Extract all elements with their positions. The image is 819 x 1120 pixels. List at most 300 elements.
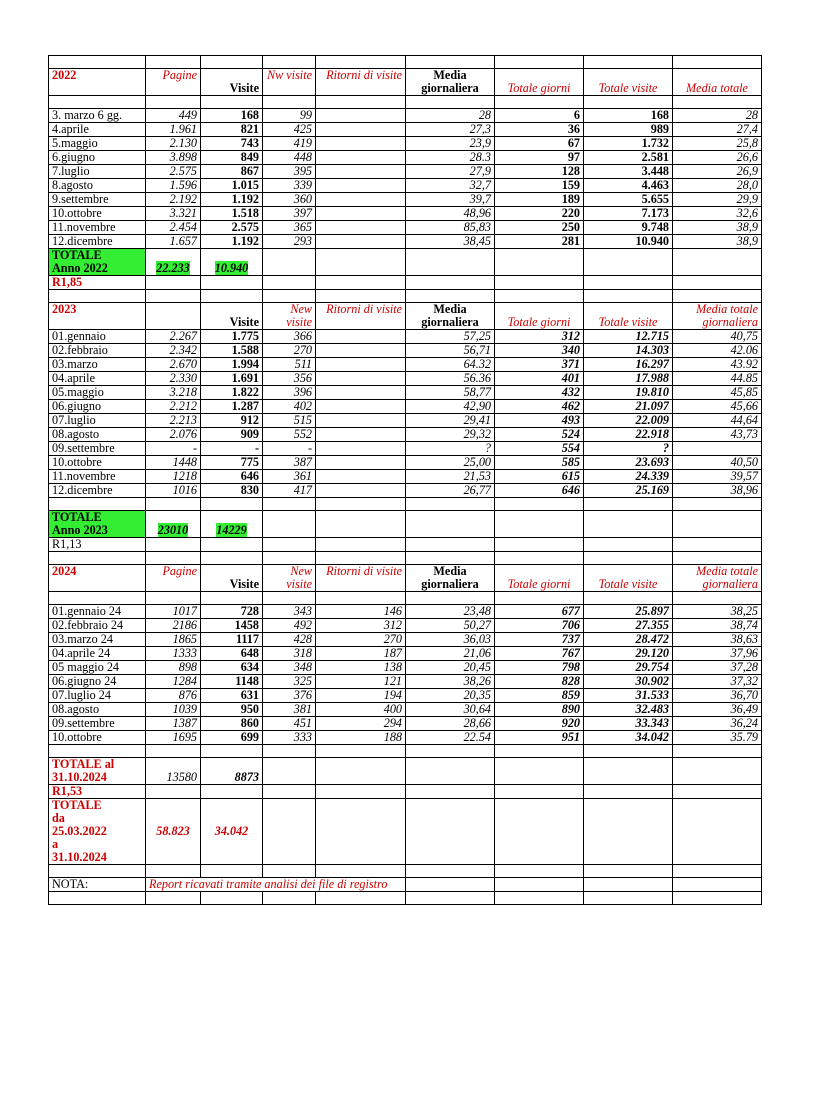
- table-cell: 25.169: [584, 484, 673, 498]
- empty-cell: [584, 878, 673, 892]
- empty-cell: [316, 865, 406, 878]
- empty-cell: [201, 552, 263, 565]
- empty-cell: [584, 799, 673, 865]
- header-totale-visite: Totale visite: [584, 69, 673, 96]
- empty-cell: [584, 758, 673, 785]
- empty-cell: [49, 745, 146, 758]
- table-cell: 58,77: [406, 386, 495, 400]
- total-pages: [146, 511, 201, 538]
- table-cell: 21,06: [406, 647, 495, 661]
- table-cell: [316, 193, 406, 207]
- total-visits-value: 10.940: [214, 261, 249, 275]
- table-cell: 57,25: [406, 330, 495, 344]
- table-cell: [316, 165, 406, 179]
- table-cell: 56.36: [406, 372, 495, 386]
- table-cell: 44,64: [673, 414, 762, 428]
- table-cell: 293: [263, 235, 316, 249]
- header-new-visite: New visite: [263, 565, 316, 592]
- table-cell: 270: [316, 633, 406, 647]
- table-cell: 634: [201, 661, 263, 675]
- table-row: [49, 123, 762, 137]
- table-cell: 387: [263, 456, 316, 470]
- table-cell: 159: [495, 179, 584, 193]
- table-cell: 32,7: [406, 179, 495, 193]
- table-cell: 648: [201, 647, 263, 661]
- empty-cell: [495, 511, 584, 538]
- empty-cell: [49, 892, 146, 905]
- table-cell: 168: [201, 109, 263, 123]
- table-cell: 371: [495, 358, 584, 372]
- table-cell: [316, 235, 406, 249]
- table-cell: 493: [495, 414, 584, 428]
- table-cell: 39,7: [406, 193, 495, 207]
- empty-cell: [316, 56, 406, 69]
- table-cell: 33.343: [584, 717, 673, 731]
- table-cell: 890: [495, 703, 584, 717]
- table-cell: 194: [316, 689, 406, 703]
- table-cell: 492: [263, 619, 316, 633]
- empty-cell: [406, 552, 495, 565]
- month-label: 3. marzo 6 gg.: [49, 109, 146, 123]
- month-label: 07.luglio 24: [49, 689, 146, 703]
- table-cell: 38,45: [406, 235, 495, 249]
- table-cell: 1039: [146, 703, 201, 717]
- table-cell: 1.994: [201, 358, 263, 372]
- table-cell: 312: [316, 619, 406, 633]
- table-cell: 38,25: [673, 605, 762, 619]
- table-cell: 1.775: [201, 330, 263, 344]
- month-label: 05 maggio 24: [49, 661, 146, 675]
- table-cell: 699: [201, 731, 263, 745]
- empty-cell: [673, 878, 762, 892]
- empty-cell: [316, 96, 406, 109]
- empty-cell: [316, 498, 406, 511]
- grand-total-label: [49, 799, 146, 865]
- empty-cell: [495, 249, 584, 276]
- grand-total-row: [49, 799, 762, 865]
- table-cell: 36,03: [406, 633, 495, 647]
- table-row: [49, 675, 762, 689]
- table-cell: 2.670: [146, 358, 201, 372]
- empty-cell: [146, 892, 201, 905]
- empty-cell: [316, 538, 406, 552]
- grand-total-label-line: da: [52, 811, 65, 825]
- month-label: 03.marzo: [49, 358, 146, 372]
- table-cell: 365: [263, 221, 316, 235]
- total-pages-value: 22.233: [156, 261, 190, 275]
- table-cell: 1218: [146, 470, 201, 484]
- empty-cell: [584, 552, 673, 565]
- table-cell: 615: [495, 470, 584, 484]
- table-cell: [316, 137, 406, 151]
- table-cell: 37,32: [673, 675, 762, 689]
- empty-cell: [406, 290, 495, 303]
- table-cell: 50,27: [406, 619, 495, 633]
- table-cell: 3.218: [146, 386, 201, 400]
- empty-cell: [584, 892, 673, 905]
- empty-cell: [673, 758, 762, 785]
- table-cell: 23.693: [584, 456, 673, 470]
- empty-cell: [49, 56, 146, 69]
- empty-cell: [201, 56, 263, 69]
- note-label: NOTA:: [49, 878, 146, 892]
- total-label-line: Anno 2022: [52, 261, 108, 275]
- empty-cell: [201, 592, 263, 605]
- month-label: 6.giugno: [49, 151, 146, 165]
- empty-cell: [201, 892, 263, 905]
- empty-cell: [673, 511, 762, 538]
- month-label: 02.febbraio 24: [49, 619, 146, 633]
- table-cell: 26,9: [673, 165, 762, 179]
- ratio-value: R1,53: [49, 785, 146, 799]
- table-cell: 859: [495, 689, 584, 703]
- month-label: 11.novembre: [49, 221, 146, 235]
- table-cell: 19.810: [584, 386, 673, 400]
- table-cell: 23,48: [406, 605, 495, 619]
- table-row: [49, 358, 762, 372]
- table-row: [49, 428, 762, 442]
- table-cell: [673, 442, 762, 456]
- table-cell: 828: [495, 675, 584, 689]
- table-cell: 1865: [146, 633, 201, 647]
- table-cell: 25,00: [406, 456, 495, 470]
- table-cell: 2.130: [146, 137, 201, 151]
- table-cell: 348: [263, 661, 316, 675]
- grand-total-visits: 34.042: [201, 799, 263, 865]
- table-cell: 39,57: [673, 470, 762, 484]
- table-row: [49, 661, 762, 675]
- table-cell: 402: [263, 400, 316, 414]
- table-cell: 1.518: [201, 207, 263, 221]
- month-label: 08.agosto: [49, 428, 146, 442]
- header-media-giornaliera: Media giornaliera: [406, 303, 495, 330]
- grand-total-label-line: 31.10.2024: [52, 850, 107, 864]
- table-cell: 67: [495, 137, 584, 151]
- month-label: 4.aprile: [49, 123, 146, 137]
- table-cell: 5.655: [584, 193, 673, 207]
- ratio-row: [49, 785, 762, 799]
- total-visits: [201, 249, 263, 276]
- table-cell: 737: [495, 633, 584, 647]
- total-row: [49, 249, 762, 276]
- table-cell: 99: [263, 109, 316, 123]
- table-cell: 16.297: [584, 358, 673, 372]
- table-cell: 220: [495, 207, 584, 221]
- table-cell: 20,35: [406, 689, 495, 703]
- empty-cell: [673, 538, 762, 552]
- table-cell: [316, 179, 406, 193]
- empty-cell: [406, 511, 495, 538]
- table-cell: 48,96: [406, 207, 495, 221]
- empty-cell: [406, 249, 495, 276]
- month-label: 8.agosto: [49, 179, 146, 193]
- empty-cell: [316, 276, 406, 290]
- table-cell: 419: [263, 137, 316, 151]
- table-cell: [316, 456, 406, 470]
- spacer-row: [49, 865, 762, 878]
- table-cell: 318: [263, 647, 316, 661]
- table-cell: 860: [201, 717, 263, 731]
- table-cell: 20,45: [406, 661, 495, 675]
- empty-cell: [146, 745, 201, 758]
- month-label: 01.gennaio: [49, 330, 146, 344]
- empty-cell: [673, 592, 762, 605]
- table-cell: 951: [495, 731, 584, 745]
- empty-cell: [263, 290, 316, 303]
- header-media-giornaliera: Media giornaliera: [406, 69, 495, 96]
- table-cell: 138: [316, 661, 406, 675]
- table-cell: 989: [584, 123, 673, 137]
- empty-cell: [673, 745, 762, 758]
- month-label: 09.settembre: [49, 717, 146, 731]
- grand-total-pages: 58.823: [146, 799, 201, 865]
- table-cell: 743: [201, 137, 263, 151]
- table-cell: 38,96: [673, 484, 762, 498]
- table-row: [49, 344, 762, 358]
- table-cell: 27,9: [406, 165, 495, 179]
- table-row: [49, 221, 762, 235]
- grand-total-label-line: a: [52, 837, 59, 851]
- table-cell: 21,53: [406, 470, 495, 484]
- table-cell: 270: [263, 344, 316, 358]
- table-cell: 1.287: [201, 400, 263, 414]
- table-cell: 44.85: [673, 372, 762, 386]
- total-label-line: TOTALE: [52, 248, 102, 262]
- empty-cell: [495, 538, 584, 552]
- table-cell: -: [263, 442, 316, 456]
- table-cell: 14.303: [584, 344, 673, 358]
- table-cell: 343: [263, 605, 316, 619]
- table-cell: 36,24: [673, 717, 762, 731]
- table-cell: 2.575: [201, 221, 263, 235]
- section-header-row: [49, 69, 762, 96]
- empty-cell: [49, 552, 146, 565]
- table-cell: 920: [495, 717, 584, 731]
- empty-cell: [584, 498, 673, 511]
- empty-cell: [263, 552, 316, 565]
- empty-cell: [495, 745, 584, 758]
- empty-cell: [316, 592, 406, 605]
- table-cell: 448: [263, 151, 316, 165]
- table-cell: 250: [495, 221, 584, 235]
- table-row: [49, 731, 762, 745]
- table-cell: 32.483: [584, 703, 673, 717]
- empty-cell: [263, 892, 316, 905]
- header-totale-visite: Totale visite: [584, 565, 673, 592]
- month-label: 5.maggio: [49, 137, 146, 151]
- table-cell: 396: [263, 386, 316, 400]
- month-label: 05.maggio: [49, 386, 146, 400]
- table-cell: 381: [263, 703, 316, 717]
- table-row: [49, 330, 762, 344]
- empty-cell: [263, 276, 316, 290]
- spacer-row: [49, 592, 762, 605]
- table-cell: 401: [495, 372, 584, 386]
- table-cell: 2.192: [146, 193, 201, 207]
- empty-cell: [406, 498, 495, 511]
- table-cell: -: [201, 442, 263, 456]
- empty-cell: [406, 56, 495, 69]
- empty-cell: [316, 785, 406, 799]
- month-label: 10.ottobre: [49, 456, 146, 470]
- table-cell: 2186: [146, 619, 201, 633]
- empty-cell: [406, 865, 495, 878]
- header-media-totale: Media totale giornaliera: [673, 565, 762, 592]
- table-cell: 29.754: [584, 661, 673, 675]
- table-cell: 3.448: [584, 165, 673, 179]
- table-row: [49, 619, 762, 633]
- ratio-row: [49, 538, 762, 552]
- table-cell: 97: [495, 151, 584, 165]
- table-cell: 462: [495, 400, 584, 414]
- grand-total-label-line: TOTALE: [52, 798, 102, 812]
- month-label: 08.agosto: [49, 703, 146, 717]
- table-cell: 312: [495, 330, 584, 344]
- total-visits: [201, 511, 263, 538]
- empty-cell: [673, 799, 762, 865]
- month-label: 02.febbraio: [49, 344, 146, 358]
- empty-cell: [584, 276, 673, 290]
- header-pagine: [146, 303, 201, 330]
- table-cell: 417: [263, 484, 316, 498]
- empty-cell: [146, 785, 201, 799]
- total-pages-value: 23010: [157, 523, 189, 537]
- table-cell: 36: [495, 123, 584, 137]
- table-cell: 646: [201, 470, 263, 484]
- empty-cell: [201, 276, 263, 290]
- table-cell: 1.588: [201, 344, 263, 358]
- empty-cell: [495, 592, 584, 605]
- table-cell: 3.898: [146, 151, 201, 165]
- empty-cell: [316, 552, 406, 565]
- table-cell: 728: [201, 605, 263, 619]
- table-cell: 121: [316, 675, 406, 689]
- empty-cell: [673, 785, 762, 799]
- table-cell: [316, 442, 406, 456]
- empty-cell: [316, 290, 406, 303]
- empty-cell: [263, 799, 316, 865]
- statistics-table: [48, 55, 762, 905]
- month-label: 01.gennaio 24: [49, 605, 146, 619]
- empty-cell: [584, 96, 673, 109]
- table-row: [49, 193, 762, 207]
- empty-cell: [316, 511, 406, 538]
- table-cell: 64.32: [406, 358, 495, 372]
- empty-cell: [584, 511, 673, 538]
- table-cell: 189: [495, 193, 584, 207]
- table-cell: 1117: [201, 633, 263, 647]
- table-cell: [316, 221, 406, 235]
- table-cell: 400: [316, 703, 406, 717]
- empty-cell: [584, 745, 673, 758]
- empty-cell: [584, 249, 673, 276]
- month-label: 12.dicembre: [49, 484, 146, 498]
- table-cell: 21.097: [584, 400, 673, 414]
- year-heading: 2024: [49, 565, 146, 592]
- header-visite: Visite: [201, 303, 263, 330]
- table-cell: 3.321: [146, 207, 201, 221]
- empty-cell: [495, 878, 584, 892]
- empty-cell: [584, 785, 673, 799]
- table-cell: 37,96: [673, 647, 762, 661]
- total-label-line: TOTALE al: [52, 757, 115, 771]
- empty-cell: [146, 498, 201, 511]
- table-cell: [316, 151, 406, 165]
- empty-cell: [201, 538, 263, 552]
- header-media-totale: Media totale giornaliera: [673, 303, 762, 330]
- empty-cell: [263, 745, 316, 758]
- empty-cell: [146, 56, 201, 69]
- table-cell: 29,32: [406, 428, 495, 442]
- table-cell: 2.330: [146, 372, 201, 386]
- table-cell: 909: [201, 428, 263, 442]
- table-cell: ?: [584, 442, 673, 456]
- table-cell: 28,0: [673, 179, 762, 193]
- table-row: [49, 605, 762, 619]
- month-label: 06.giugno 24: [49, 675, 146, 689]
- table-cell: 1.192: [201, 193, 263, 207]
- empty-cell: [406, 592, 495, 605]
- empty-cell: [584, 592, 673, 605]
- header-new-visite: Nw visite: [263, 69, 316, 96]
- table-cell: 29,9: [673, 193, 762, 207]
- table-cell: 2.342: [146, 344, 201, 358]
- empty-cell: [263, 249, 316, 276]
- year-heading: 2022: [49, 69, 146, 96]
- empty-cell: [406, 799, 495, 865]
- empty-cell: [263, 498, 316, 511]
- table-cell: 42,90: [406, 400, 495, 414]
- table-row: [49, 235, 762, 249]
- empty-cell: [146, 290, 201, 303]
- table-cell: 17.988: [584, 372, 673, 386]
- header-totale-giorni: Totale giorni: [495, 303, 584, 330]
- empty-cell: [201, 96, 263, 109]
- table-cell: 1148: [201, 675, 263, 689]
- empty-cell: [406, 96, 495, 109]
- table-cell: 340: [495, 344, 584, 358]
- table-cell: 32,6: [673, 207, 762, 221]
- table-row: [49, 400, 762, 414]
- empty-cell: [584, 56, 673, 69]
- note-row: [49, 878, 762, 892]
- table-cell: 36,70: [673, 689, 762, 703]
- empty-cell: [316, 249, 406, 276]
- table-cell: 28.472: [584, 633, 673, 647]
- empty-cell: [146, 552, 201, 565]
- table-cell: 1.822: [201, 386, 263, 400]
- empty-cell: [406, 745, 495, 758]
- table-cell: [316, 484, 406, 498]
- table-cell: 706: [495, 619, 584, 633]
- month-label: 07.luglio: [49, 414, 146, 428]
- table-cell: 1.192: [201, 235, 263, 249]
- empty-cell: [146, 538, 201, 552]
- section-header-row: [49, 565, 762, 592]
- table-cell: 449: [146, 109, 201, 123]
- table-cell: 40,50: [673, 456, 762, 470]
- table-cell: 22.54: [406, 731, 495, 745]
- table-cell: 43,73: [673, 428, 762, 442]
- empty-cell: [495, 758, 584, 785]
- table-cell: [316, 344, 406, 358]
- table-cell: 45,85: [673, 386, 762, 400]
- empty-cell: [495, 785, 584, 799]
- empty-cell: [584, 538, 673, 552]
- total-label-line: 31.10.2024: [52, 770, 107, 784]
- total-row: [49, 511, 762, 538]
- section-header-row: [49, 303, 762, 330]
